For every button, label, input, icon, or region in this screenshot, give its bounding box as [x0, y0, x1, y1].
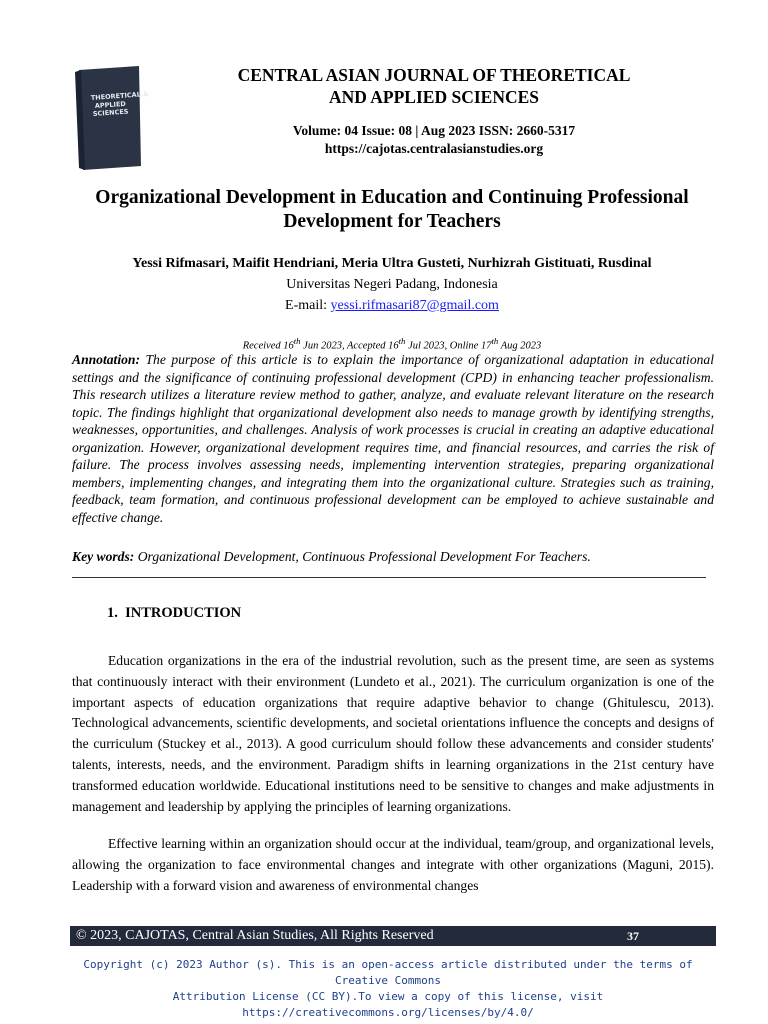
accepted-text: Jun 2023, Accepted 16 [300, 340, 399, 352]
article-title [70, 186, 714, 234]
journal-meta [150, 122, 718, 158]
section-heading-introduction: 1. INTRODUCTION [107, 605, 242, 621]
keywords [72, 548, 714, 566]
abstract-label: Annotation: [72, 352, 140, 367]
abstract [72, 351, 714, 526]
page-number: 37 [627, 929, 639, 943]
online-sup: th [491, 336, 499, 346]
email-link[interactable]: yessi.rifmasari87@gmail.com [330, 298, 499, 313]
journal-url[interactable]: https://cajotas.centralasianstudies.org [324, 141, 544, 156]
footer-copyright: © 2023, CAJOTAS, Central Asian Studies, All Rights Reserved [76, 928, 434, 943]
online-text: Jul 2023, Online 17 [405, 340, 492, 352]
body-paragraph: Effective learning within an organization should occur at the individual, team/group, and organizational levels, allowing the organization to face environmental changes and integrate with other organizations (Maguni, 2015). Leadership with a forward vision and awareness of environmental changes [72, 836, 714, 893]
journal-title-line-2: AND APPLIED SCIENCES [328, 87, 540, 107]
received-sup: th [293, 336, 301, 346]
cover-text-line-1: THEORETICAL & [90, 89, 150, 102]
body-paragraph: Education organizations in the era of the industrial revolution, such as the present time, are seen as systems that continuously interact with their environment (Lundeto et al., 2021). The curriculum organization is one of the important aspects of education organizations that require adaptive behavior to change (Ghitulescu, 2013). Technological advancements, scientific developments, and societal orientations influence the concepts and designs of the curriculum (Stuckey et al., 2013). A good curriculum should follow these advancements and consider students' talents, interests, needs, and the environment. Paradigm shifts in learning organizations in the 21st century have transformed education worldwide. Educational institutions need to be sensitive to changes and make adjustments in management and leadership by applying the principles of learning organizations. [72, 653, 714, 814]
online-date-text: Aug 2023 [498, 340, 542, 352]
received-text: Received 16 [242, 340, 294, 352]
author-list: Yessi Rifmasari, Maifit Hendriani, Meria Ultra Gusteti, Nurhizrah Gistituati, Rusdinal [132, 256, 652, 271]
volume-issue-line: Volume: 04 Issue: 08 | Aug 2023 ISSN: 2660-5317 [292, 123, 576, 138]
cover-text-line-3: SCIENCES [92, 107, 129, 118]
accepted-sup: th [398, 336, 406, 346]
license-notice [78, 957, 698, 1021]
cover-text-line-2: APPLIED [94, 99, 127, 110]
keywords-label: Key words: [72, 549, 135, 564]
article-title-line-2: Development for Teachers [283, 211, 501, 232]
email-line [70, 296, 714, 316]
article-title-line-1: Organizational Development in Education and Continuing Professional [95, 187, 689, 208]
affiliation: Universitas Negeri Padang, Indonesia [286, 277, 498, 292]
journal-title [150, 64, 718, 108]
abstract-text: The purpose of this article is to explain the importance of organizational adaptation in educational settings and the significance of continuing professional development (CPD) in enhancing teacher professionalism. This research utilizes a literature review method to gather, analyze, and evaluate relevant literature on the research topic. The findings highlight that organizational development also needs to manage growth by identifying strengths, weaknesses, opportunities, and challenges. Analysis of work processes is crucial in creating an adaptive educational organization. However, organizational development requires time, and financial resources, and carries the risk of failure. The process involves assessing needs, implementing intervention strategies, preparing organizational members, implementing changes, and integrating them into the organizational culture. Strategies such as training, feedback, team formation, and continuous professional development can be employed to achieve sustainable and effective change. [72, 352, 714, 525]
keywords-text: Organizational Development, Continuous Professional Development For Teachers. [134, 549, 591, 564]
footer-bar [70, 926, 716, 946]
license-line-2[interactable]: Attribution License (CC BY).To view a copy of this license, visit https://creativecommons.org/licenses/by/4.0/ [172, 990, 604, 1019]
email-label: E-mail: [285, 298, 331, 313]
divider-rule [72, 577, 706, 578]
journal-cover-image [73, 66, 150, 170]
journal-title-line-1: CENTRAL ASIAN JOURNAL OF THEORETICAL [237, 65, 631, 85]
license-line-1: Copyright (c) 2023 Author (s). This is an open-access article distributed under the terms of Creative Commons [83, 958, 693, 987]
